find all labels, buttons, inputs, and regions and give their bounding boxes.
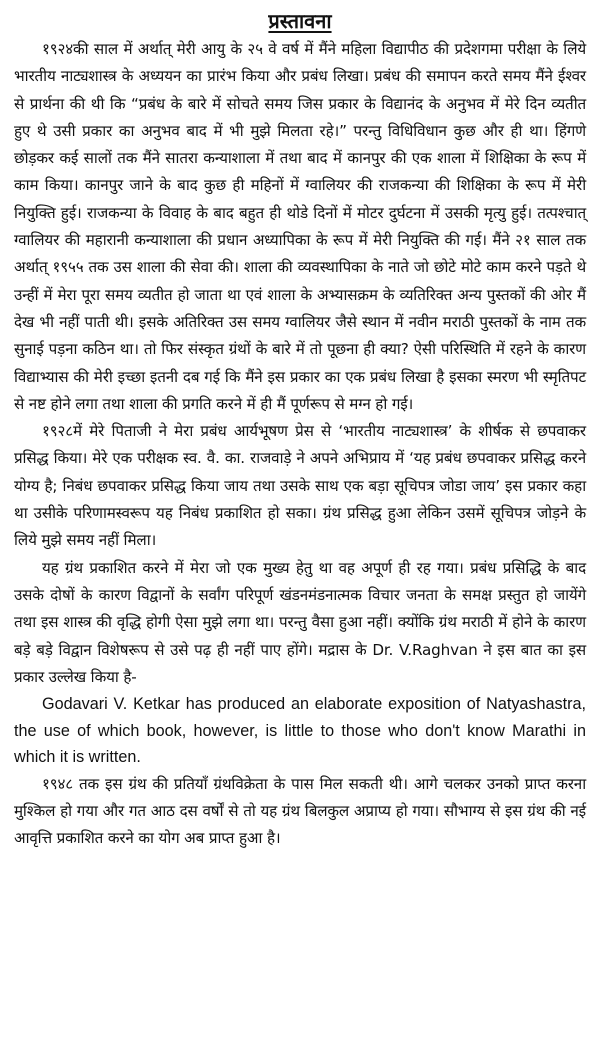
paragraph-purpose: यह ग्रंथ प्रकाशित करने में मेरा जो एक मुख्य हेतु था वह अपूर्ण ही रह गया। प्रबंध प्रसिद्धि के बाद उसके दोषों के कारण विद्वानों के सर्वांग परिपूर्ण खंडनमंडनात्मक विचार जनता के समक्ष प्रस्तुत हो जायेंगे तथा इस शास्त्र की वृद्धि होगी ऐसा मुझे लगा था। परन्तु वैसा हुआ नहीं। क्योंकि ग्रंथ मराठी में होने के कारण बड़े बड़े विद्वान विशेषरूप से उसे पढ़ ही नहीं पाए होंगे। मद्रास के Dr. V.Raghvan ने इस बात का इस प्रकार उल्लेख किया है- xyxy=(14,558,586,686)
page-title: प्रस्तावना xyxy=(268,9,332,33)
paragraph-new-edition: १९४८ तक इस ग्रंथ की प्रतियाँ ग्रंथविक्रेता के पास मिल सकती थी। आगे चलकर उनको प्राप्त करना मुश्किल हो गया और गत आठ दस वर्षों से तो यह ग्रंथ बिलकुल अप्राप्य हो गया। सौभाग्य से इस ग्रंथ की नई आवृत्ति प्रकाशित करने का योग अब प्राप्त हुआ है। xyxy=(14,774,586,847)
paragraph-publication-1928: १९२८में मेरे पिताजी ने मेरा प्रबंध आर्यभूषण प्रेस से ‘भारतीय नाट्यशास्त्र’ के शीर्षक से छपवाकर प्रसिद्ध किया। मेरे एक परीक्षक स्व. वै. का. राजवाड़े ने अपने अभिप्राय में ‘यह प्रबंध छपवाकर प्रसिद्ध करने योग्य है; निबंध छपवाकर प्रसिद्ध किया जाय तथा उसके साथ एक बड़ा सूचिपत्र जोडा जाय’ इस प्रकार कहा था उसीके परिणामस्वरूप यह निबंध प्रकाशित हो सका। ग्रंथ प्रसिद्ध हुआ लेकिन उसमें सूचिपत्र जोड़ने के लिये मुझे समय नहीं मिला। xyxy=(14,422,586,550)
paragraph-english-quote: Godavari V. Ketkar has produced an elaborate exposition of Natyashastra, the use of which book, however, is little to those who don't know Marathi in which it is written. xyxy=(14,695,586,767)
paragraph-intro: १९२४की साल में अर्थात् मेरी आयु के २५ वे वर्ष में मैंने महिला विद्यापीठ की प्रदेशगमा परीक्षा के लिये भारतीय नाट्यशास्त्र के अध्ययन का प्रारंभ किया और प्रबंध लिखा। प्रबंध की समापन करते समय मैंने ईश्वर से प्रार्थना की थी कि “प्रबंध के बारे में सोचते समय जिस प्रकार के विद्यानंद के अनुभव में मेरे दिन व्यतीत हुए थे उसी प्रकार का अनुभव बाद में भी मुझे मिलता रहे।” परन्तु विधिविधान कुछ और ही था। हिंगणे छोड़कर कई सालों तक मैंने सातरा कन्याशाला में तथा बाद में कानपुर की एक शाला में शिक्षिका के रूप में काम किया। कानपुर जाने के बाद कुछ ही महिनों में ग्वालियर की राजकन्या की शिक्षिका के रूप में मेरी नियुक्ति हुई। राजकन्या के विवाह के बाद बहुत ही थोडे दिनों में मोटर दुर्घटना में उसकी मृत्यु हुई। तत्पश्चात् ग्वालियर की महारानी कन्याशाला की प्रधान अध्यापिका के रूप में मेरी नियुक्ति की गई। मैंने २१ साल तक अर्थात् १९५५ तक उस शाला की सेवा की। शाला की व्यवस्थापिका के नाते जो छोटे मोटे काम करने पड़ते थे उन्हीं में मेरा पूरा समय व्यतीत हो जाता था एवं शाला के अभ्यासक्रम के व्यतिरिक्त अन्य पुस्तकों की ओर मैं देख भी नहीं पाती थी। इसके अतिरिक्त उस समय ग्वालियर जैसे स्थान में नवीन मराठी पुस्तकों के नाम तक सुनाई पड़ना कठिन था। तो फिर संस्कृत ग्रंथों के बारे में तो पूछना ही क्या? ऐसी परिस्थिति में रहने के कारण विद्याभ्यास की मेरी इच्छा इतनी दब गई कि मैंने इस प्रकार का एक प्रबंध लिखा है इसका स्मरण भी स्मृतिपट से नष्ट होने लगा तथा शाला की प्रगति करने में ही मैं पूर्णरूप से मग्न हो गई। xyxy=(14,40,586,413)
